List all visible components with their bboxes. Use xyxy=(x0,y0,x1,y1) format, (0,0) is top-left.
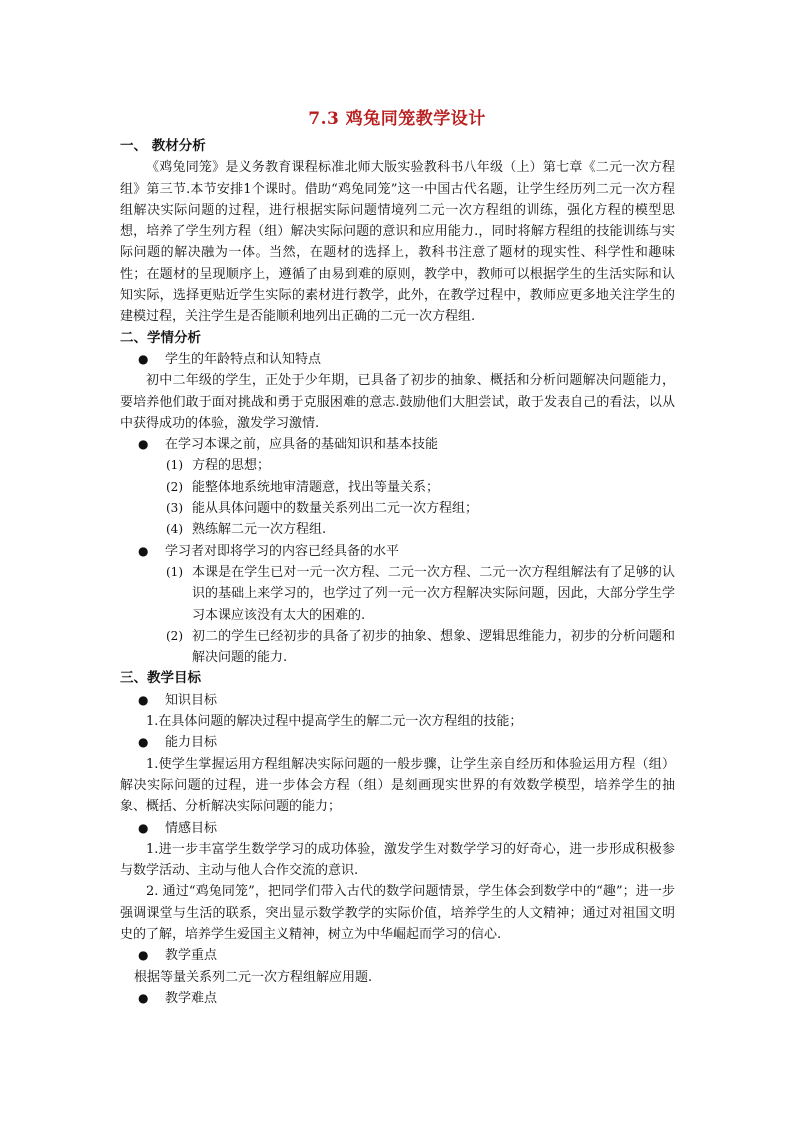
bullet-dot-icon: ● xyxy=(138,692,149,707)
bullet-item xyxy=(120,541,675,562)
bullet-label: 在学习本课之前，应具备的基础知识和基本技能 xyxy=(165,437,439,453)
document-title: 7.3 鸡兔同笼教学设计 xyxy=(308,109,486,129)
item-text: 熟练解二元一次方程组. xyxy=(192,522,327,538)
item-number: (1) xyxy=(166,564,183,579)
bullet-item xyxy=(120,818,675,839)
bullet-dot-icon: ● xyxy=(138,543,149,558)
textbook-analysis-paragraph: 《鸡兔同笼》是义务教育课程标准北师大版实验教科书八年级（上）第七章《二元一次方程组》第三节.本节安排1个课时。借助“鸡兔同笼”这一中国古代名题，让学生经历列二元一次方程组解决实际问题的过程，进行根据实际问题情境列二元一次方程组的训练，强化方程的模型思想，培养了学生列方程（组）解决实际问题的意识和应用能力.，同时将解方程组的技能训练与实际问题的解决融为一体。当然，在题材的选择上，教科书注意了题材的现实性、科学性和趣味性；在题材的呈现顺序上，遵循了由易到难的原则，教学中，教师可以根据学生的生活实际和认知实际，选择更贴近学生实际的素材进行教学，此外，在教学过程中，教师应更多地关注学生的建模过程，关注学生是否能顺利地列出正确的二元一次方程组. xyxy=(120,160,675,325)
bullet-label: 能力目标 xyxy=(165,735,218,751)
numbered-item xyxy=(120,498,675,519)
item-number: (2) xyxy=(166,628,183,643)
bullet-label: 学习者对即将学习的内容已经具备的水平 xyxy=(165,543,400,559)
bullet-item xyxy=(120,349,675,370)
bullet-item xyxy=(120,732,675,753)
item-number: (4) xyxy=(166,522,183,537)
item-number: (1) xyxy=(166,458,183,473)
paragraph: 1.进一步丰富学生数学学习的成功体验，激发学生对数学学习的好奇心，进一步形成积极参与数学活动、主动与他人合作交流的意识. xyxy=(120,841,675,879)
bullet-item xyxy=(120,690,675,711)
bullet-label: 教学难点 xyxy=(165,990,218,1006)
paragraph: 根据等量关系列二元一次方程组解应用题. xyxy=(134,969,373,985)
numbered-item xyxy=(120,519,675,540)
bullet-dot-icon: ● xyxy=(138,351,149,366)
numbered-item xyxy=(120,477,675,498)
section-heading-teaching-goals: 三、教学目标 xyxy=(120,670,201,687)
item-text: 能整体地系统地审清题意，找出等量关系； xyxy=(192,479,440,495)
section-heading-textbook-analysis: 一、 教材分析 xyxy=(120,138,206,154)
bullet-dot-icon: ● xyxy=(138,948,149,963)
numbered-item xyxy=(120,562,675,626)
bullet-item xyxy=(120,988,675,1009)
bullet-dot-icon: ● xyxy=(138,820,149,835)
document-body xyxy=(120,136,675,1009)
item-text: 本课是在学生已对一元一次方程、二元一次方程、二元一次方程组解法有了足够的认识的基础上来学习的，也学过了列一元一次方程解决实际问题，因此，大部分学生学习本课应该没有太大的困难的. xyxy=(192,564,675,623)
item-text: 能从具体问题中的数量关系列出二元一次方程组； xyxy=(192,501,479,517)
item-number: (2) xyxy=(166,479,183,494)
bullet-label: 学生的年龄特点和认知特点 xyxy=(165,351,322,367)
bullet-dot-icon: ● xyxy=(138,990,149,1005)
bullet-item xyxy=(120,434,675,455)
bullet-dot-icon: ● xyxy=(138,437,149,452)
numbered-item xyxy=(120,626,675,669)
bullet-label: 知识目标 xyxy=(165,692,218,708)
item-number: (3) xyxy=(166,501,183,516)
bullet-label: 教学重点 xyxy=(165,948,218,964)
paragraph: 1.使学生掌握运用方程组解决实际问题的一般步骤，让学生亲自经历和体验运用方程（组）解决实际问题的过程，进一步体会方程（组）是刻画现实世界的有效数学模型，培养学生的抽象、概括、分析解决实际问题的能力； xyxy=(120,756,675,815)
bullet-label: 情感目标 xyxy=(165,820,218,836)
item-text: 方程的思想； xyxy=(192,458,271,474)
bullet-dot-icon: ● xyxy=(138,735,149,750)
paragraph: 2. 通过“鸡兔同笼”，把同学们带入古代的数学问题情景，学生体会到数学中的“趣”；进一步强调课堂与生活的联系，突出显示数学教学的实际价值，培养学生的人文精神；通过对祖国文明史的了解，培养学生爱国主义精神，树立为中华崛起而学习的信心. xyxy=(120,884,675,942)
paragraph: 1.在具体问题的解决过程中提高学生的解二元一次方程组的技能； xyxy=(146,714,523,730)
numbered-item xyxy=(120,455,675,476)
bullet-item xyxy=(120,945,675,966)
item-text: 初二的学生已经初步的具备了初步的抽象、想象、逻辑思维能力，初步的分析问题和解决问题的能力. xyxy=(192,628,675,666)
section-heading-student-analysis: 二、学情分析 xyxy=(120,329,201,346)
paragraph: 初中二年级的学生，正处于少年期，已具备了初步的抽象、概括和分析问题解决问题能力，要培养他们敢于面对挑战和勇于克服困难的意志.鼓励他们大胆尝试，敢于发表自己的看法，以从中获得成功的体验，激发学习激情. xyxy=(120,373,675,431)
